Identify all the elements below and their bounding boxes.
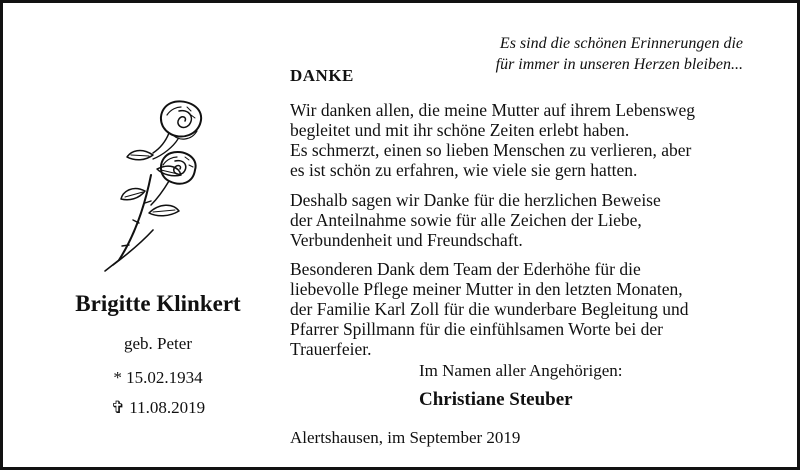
text-line: der Anteilnahme sowie für alle Zeichen der Liebe, bbox=[290, 210, 642, 230]
birth-date: * 15.02.1934 bbox=[113, 368, 203, 387]
text-line: Trauerfeier. bbox=[290, 339, 372, 359]
thanks-paragraph-1 bbox=[290, 100, 770, 180]
text-line: liebevolle Pflege meiner Mutter in den letzten Monaten, bbox=[290, 279, 683, 299]
text-line: Wir danken allen, die meine Mutter auf ihrem Lebensweg bbox=[290, 100, 696, 120]
thanks-paragraph-3 bbox=[290, 259, 770, 359]
quote-line: für immer in unseren Herzen bleiben... bbox=[495, 56, 743, 73]
rose-drawing-icon bbox=[83, 95, 213, 275]
deceased-name: Brigitte Klinkert bbox=[75, 291, 241, 316]
text-line: Besonderen Dank dem Team der Ederhöhe für die bbox=[290, 259, 641, 279]
quote-line: Es sind die schönen Erinnerungen die bbox=[499, 35, 743, 52]
text-line: der Familie Karl Zoll für die wunderbare Begleitung und bbox=[290, 299, 689, 319]
text-line: Verbundenheit und Freundschaft. bbox=[290, 230, 523, 250]
thanks-paragraph-2 bbox=[290, 190, 770, 250]
text-line: es ist schön zu erfahren, wie viele sie gern hatten. bbox=[290, 160, 638, 180]
death-date: ✞ 11.08.2019 bbox=[110, 398, 206, 417]
birth-name: geb. Peter bbox=[124, 334, 192, 353]
signature-intro: Im Namen aller Angehörigen: bbox=[419, 361, 623, 380]
place-and-date: Alertshausen, im September 2019 bbox=[290, 428, 521, 447]
text-line: Pfarrer Spillmann für die einfühlsamen Worte bei der bbox=[290, 319, 663, 339]
text-line: Deshalb sagen wir Danke für die herzlichen Beweise bbox=[290, 190, 661, 210]
memorial-quote bbox=[403, 33, 743, 75]
signature-name: Christiane Steuber bbox=[419, 389, 573, 410]
text-line: Es schmerzt, einen so lieben Menschen zu verlieren, aber bbox=[290, 140, 692, 160]
thanks-heading: DANKE bbox=[290, 66, 354, 85]
text-line: begleitet und mit ihr schöne Zeiten erlebt haben. bbox=[290, 120, 630, 140]
